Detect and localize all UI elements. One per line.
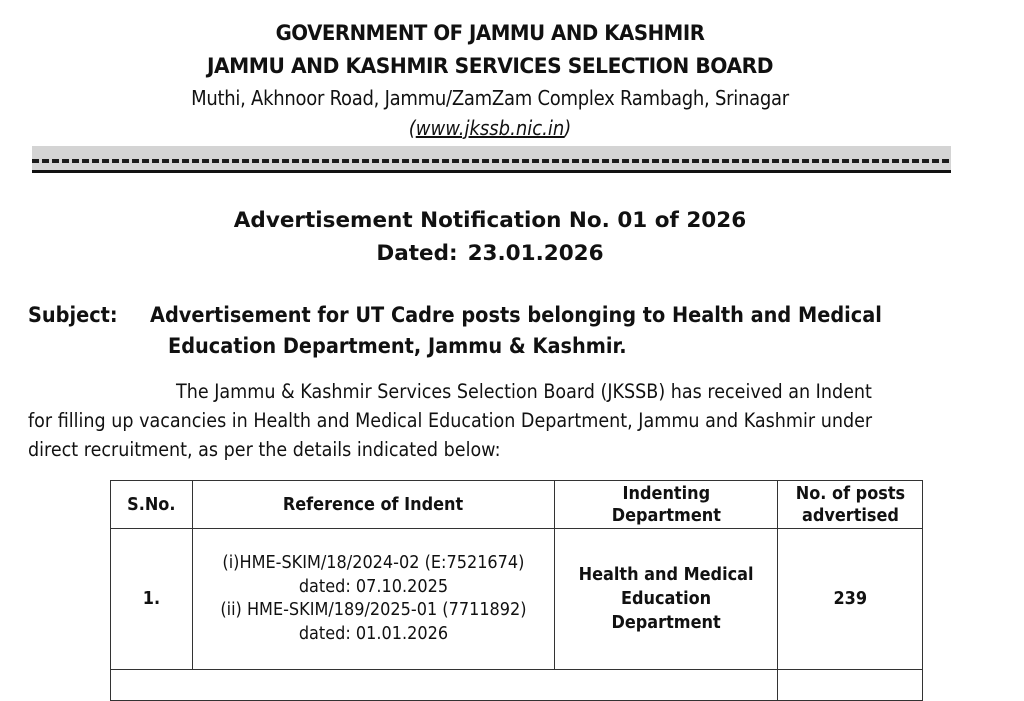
header-divider-band xyxy=(32,146,951,170)
notification-title: Advertisement Notification No. 01 of 2026 xyxy=(233,208,747,233)
cell-posts: 239 xyxy=(778,529,923,670)
cell-partial-left xyxy=(111,670,778,701)
website-paren-close: ) xyxy=(564,116,572,140)
cell-partial-right xyxy=(778,670,923,701)
header-divider-solid xyxy=(32,170,951,173)
notification-date xyxy=(0,241,980,266)
table-row-partial xyxy=(111,670,923,701)
subject-label: Subject: xyxy=(28,303,118,327)
board-heading: JAMMU AND KASHMIR SERVICES SELECTION BOARD xyxy=(206,54,774,79)
government-heading: GOVERNMENT OF JAMMU AND KASHMIR xyxy=(275,21,705,45)
subject-text-line-2: Education Department, Jammu & Kashmir. xyxy=(168,334,627,358)
ref-line-3: (ii) HME-SKIM/189/2025-01 (7711892) xyxy=(220,600,527,620)
body-paragraph-line-2: for filling up vacancies in Health and Medical Education Department, Jammu and Kashmir under xyxy=(28,409,873,432)
website-line xyxy=(49,116,931,140)
body-paragraph-line-3: direct recruitment, as per the details indicated below: xyxy=(28,438,501,461)
cell-sno: 1. xyxy=(111,529,193,670)
dated-value: 23.01.2026 xyxy=(467,241,604,266)
table-row xyxy=(111,529,923,670)
ref-line-4: dated: 01.01.2026 xyxy=(298,623,449,644)
dated-label: Dated: xyxy=(376,241,458,266)
cell-department: Health and Medical Education Department xyxy=(555,529,778,670)
cell-reference xyxy=(193,529,555,670)
header-divider-dashed xyxy=(32,159,951,163)
posts-table xyxy=(110,480,923,701)
board-address: Muthi, Akhnoor Road, Jammu/ZamZam Complex Rambagh, Srinagar xyxy=(191,86,789,110)
header-posts-advertised: No. of posts advertised xyxy=(778,481,923,529)
header-sno: S.No. xyxy=(111,481,193,529)
ref-line-2: dated: 07.10.2025 xyxy=(298,576,449,597)
header-indenting-department: Indenting Department xyxy=(555,481,778,529)
table-header-row xyxy=(111,481,923,529)
header-reference: Reference of Indent xyxy=(193,481,555,529)
website-link[interactable]: www.jkssb.nic.in xyxy=(415,116,565,140)
ref-line-1: (i)HME-SKIM/18/2024-02 (E:7521674) xyxy=(222,553,525,573)
body-paragraph-line-1: The Jammu & Kashmir Services Selection Board (JKSSB) has received an Indent xyxy=(176,380,872,403)
subject-text-line-1: Advertisement for UT Cadre posts belonging to Health and Medical xyxy=(150,303,882,327)
website-paren-open: ( xyxy=(408,116,416,140)
